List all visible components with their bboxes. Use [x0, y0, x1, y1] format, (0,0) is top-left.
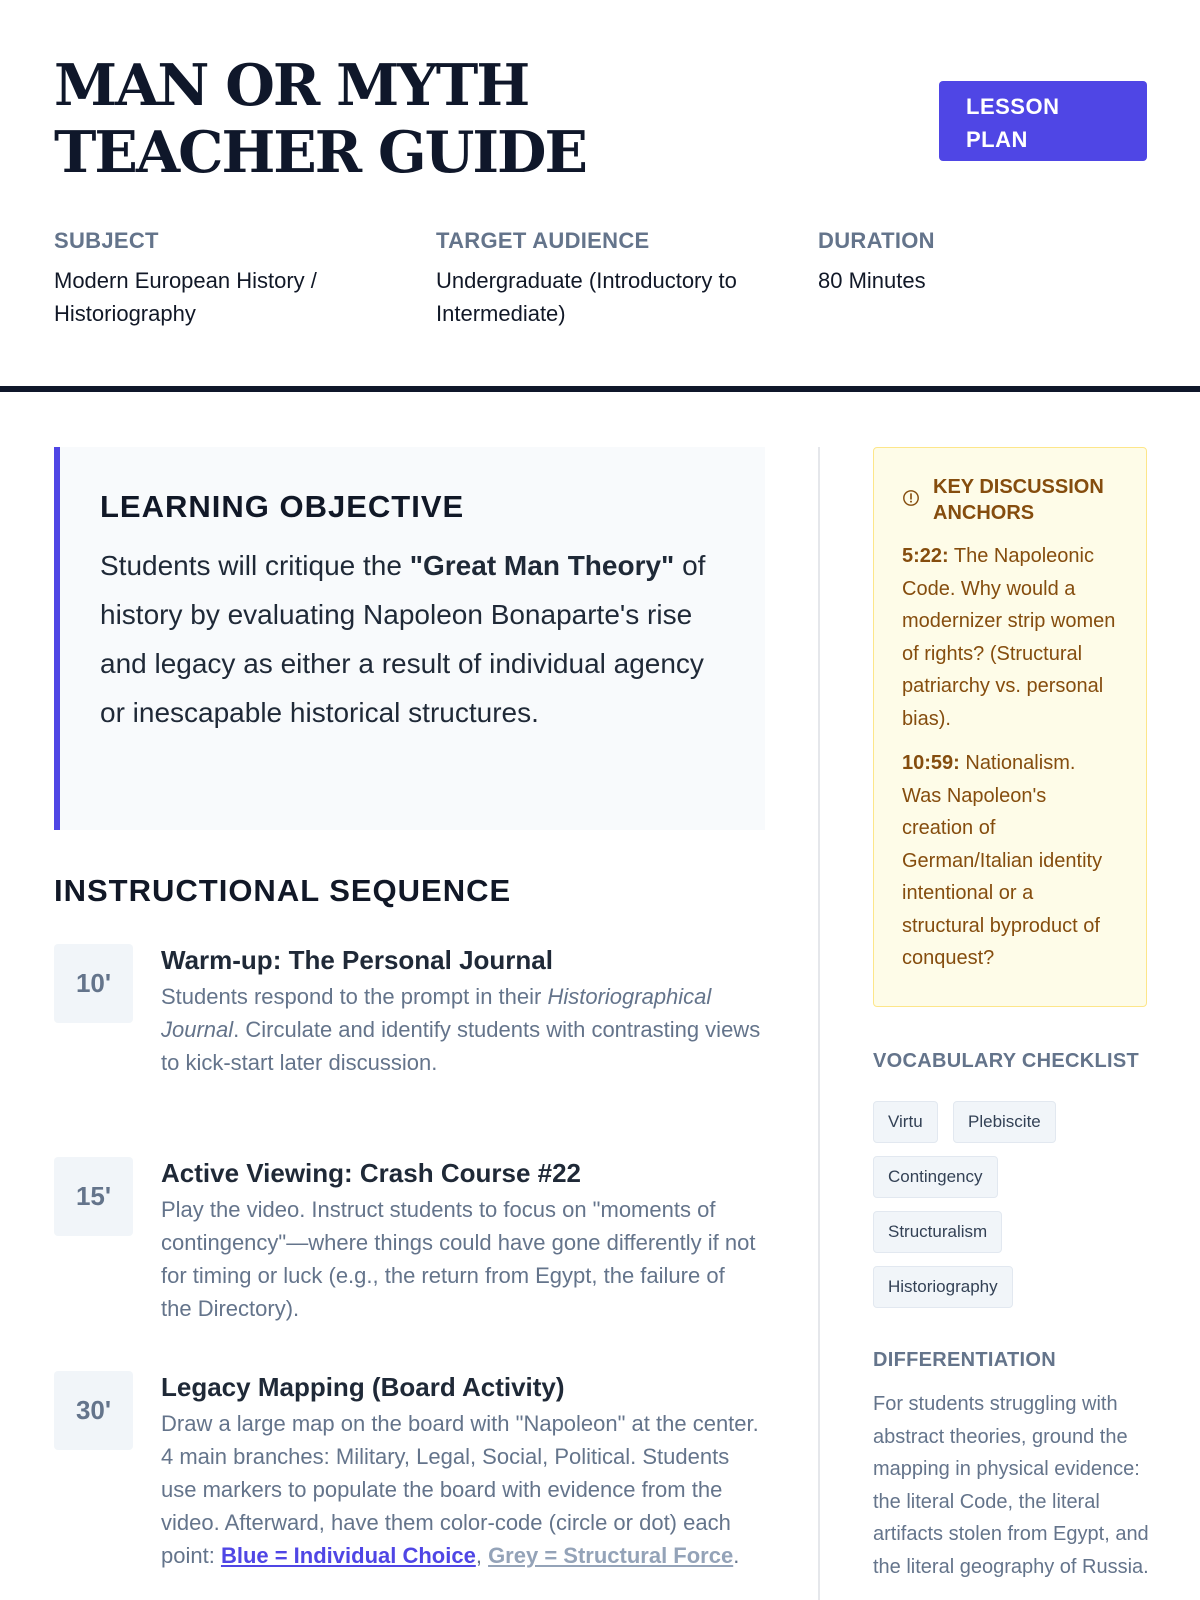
- anchor-timestamp: 10:59:: [902, 752, 960, 774]
- meta-label: DURATION: [818, 228, 935, 253]
- anchor-text: Nationalism. Was Napoleon's creation of German/Italian identity intentional or a structural byproduct of conquest?: [902, 752, 1103, 969]
- objective-text-start: Students will critique the: [100, 550, 410, 581]
- step-body: [161, 1371, 761, 1572]
- page-header: [54, 52, 1148, 186]
- vocabulary-title: VOCABULARY CHECKLIST: [873, 1050, 1140, 1072]
- anchor-item: [902, 747, 1120, 975]
- anchor-timestamp: 5:22:: [902, 545, 949, 567]
- meta-value: 80 Minutes: [818, 268, 926, 293]
- key-separator: ,: [475, 1543, 489, 1568]
- differentiation-title: DIFFERENTIATION: [873, 1349, 1057, 1371]
- vocab-chip-virtu: Virtu: [873, 1101, 938, 1143]
- step-body: [161, 1157, 761, 1325]
- meta-label: TARGET AUDIENCE: [436, 228, 650, 253]
- step-desc-end: . Circulate and identify students with contrasting views to kick-start later discussion.: [161, 1017, 761, 1075]
- individual-choice-key: Blue = Individual Choice: [220, 1543, 476, 1568]
- learning-objective-card: [54, 447, 765, 830]
- column-divider: [818, 447, 820, 1600]
- discussion-anchors-card: [873, 447, 1147, 1007]
- meta-audience: [436, 228, 776, 330]
- vocab-chip-plebiscite: Plebiscite: [953, 1101, 1056, 1143]
- structural-force-key: Grey = Structural Force: [488, 1543, 734, 1568]
- anchors-title: KEY DISCUSSION ANCHORS: [933, 476, 1104, 524]
- objective-text-end: of history by evaluating Napoleon Bonaparte's rise and legacy as either a result of individual agency or inescapable historical structures.: [100, 550, 706, 728]
- vocab-chip-contingency: Contingency: [873, 1156, 998, 1198]
- vocab-chip-structuralism: Structuralism: [873, 1211, 1002, 1253]
- objective-text: [100, 541, 725, 737]
- header-divider: [0, 386, 1200, 392]
- step-duration: 15': [54, 1157, 133, 1236]
- step-desc-start: Students respond to the prompt in their: [161, 984, 548, 1009]
- vocab-chip-historiography: Historiography: [873, 1266, 1013, 1308]
- step-title: Legacy Mapping (Board Activity): [161, 1372, 565, 1402]
- step-description: [161, 1407, 761, 1572]
- anchors-header: [902, 474, 1120, 526]
- meta-duration: [818, 228, 1158, 297]
- step-title: Warm-up: The Personal Journal: [161, 945, 553, 975]
- meta-value: Undergraduate (Introductory to Intermediate): [436, 268, 737, 326]
- step-desc-start: Draw a large map on the board with "Napoleon" at the center. 4 main branches: Military, Legal, Social, Political. Students use markers to populate the board with evidence from the video. Afterward, have them color-code (circle or dot) each point:: [161, 1411, 759, 1568]
- objective-highlight: "Great Man Theory": [409, 550, 675, 581]
- sequence-title: INSTRUCTIONAL SEQUENCE: [54, 873, 512, 908]
- meta-label: SUBJECT: [54, 228, 159, 253]
- step-duration: 10': [54, 944, 133, 1023]
- journal-name: Historiographical Journal: [161, 984, 712, 1042]
- step-desc-end: .: [733, 1543, 740, 1568]
- page-title: MAN OR MYTH TEACHER GUIDE: [54, 52, 586, 186]
- anchor-item: [902, 540, 1120, 735]
- info-circle-icon: [902, 489, 920, 507]
- meta-value: Modern European History / Historiography: [54, 268, 317, 326]
- step-description: [161, 980, 761, 1079]
- lesson-plan-badge: LESSON PLAN: [939, 81, 1147, 161]
- step-title: Active Viewing: Crash Course #22: [161, 1158, 582, 1188]
- step-duration: 30': [54, 1371, 133, 1450]
- anchor-text: The Napoleonic Code. Why would a modernizer strip women of rights? (Structural patriarchy vs. personal bias).: [902, 545, 1116, 730]
- differentiation-text: For students struggling with abstract theories, ground the mapping in physical evidence: the literal Code, the literal artifacts stolen from Egypt, and the literal geography of Russia.: [873, 1393, 1149, 1578]
- objective-title: LEARNING OBJECTIVE: [100, 489, 465, 524]
- step-description: Play the video. Instruct students to focus on "moments of contingency"—where things could have gone differently if not for timing or luck (e.g., the return from Egypt, the failure of the Directory).: [161, 1197, 756, 1321]
- step-body: [161, 944, 761, 1079]
- meta-subject: [54, 228, 394, 330]
